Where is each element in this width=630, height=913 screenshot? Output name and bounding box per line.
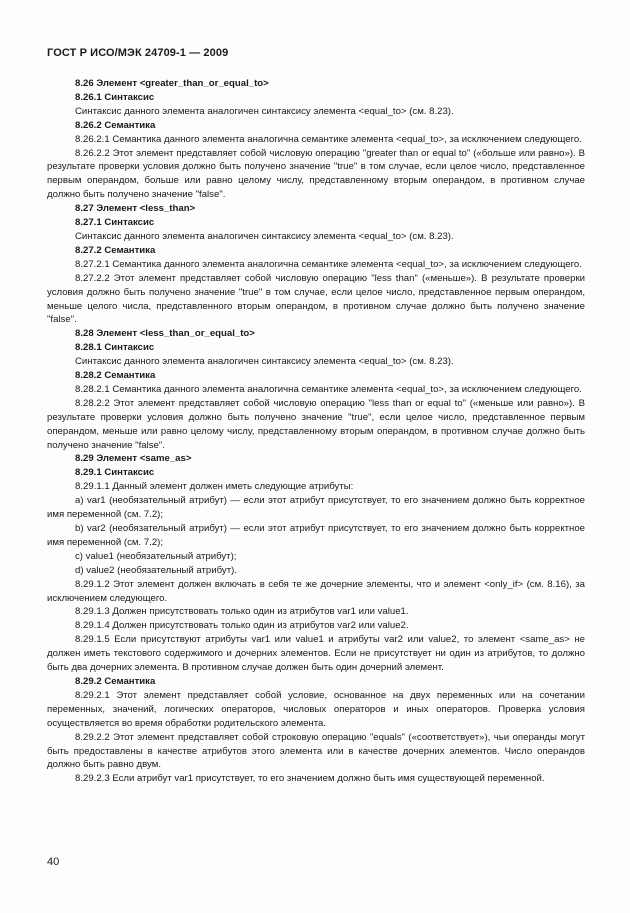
paragraph: 8.29.1.4 Должен присутствовать только один из атрибутов var2 или value2. xyxy=(75,620,409,632)
paragraph: 8.29.2.3 Если атрибут var1 присутствует, то его значением должно быть имя существующей переменной. xyxy=(75,773,545,785)
section-heading: 8.29 Элемент <same_as> xyxy=(75,453,192,465)
paragraph: 8.29.1.2 Этот элемент должен включать в себя те же дочерние элементы, что и элемент <only_if> (см. 8.16), за исключением следующего. xyxy=(47,578,585,604)
paragraph: d) value2 (необязательный атрибут). xyxy=(75,564,237,576)
paragraph: 8.29.1.5 Если присутствуют атрибуты var1 или value1 и атрибуты var2 или value2, то элемент <same_as> не должен иметь текстового содержимого и дочерних элементов. Если не присутствует ни один из атрибутов, то должно быть два дочерних элемента. В противном случае должен быть один дочерний элемент. xyxy=(47,634,585,674)
section-heading: 8.28 Элемент <less_than_or_equal_to> xyxy=(75,328,255,340)
paragraph: 8.27.2.1 Семантика данного элемента аналогична семантике элемента <equal_to>, за исключением следующего. xyxy=(75,258,582,270)
section-heading: 8.28.1 Синтаксис xyxy=(75,342,155,354)
page-number: 40 xyxy=(47,856,60,868)
section-heading: 8.27.2 Семантика xyxy=(75,244,156,256)
paragraph: Синтаксис данного элемента аналогичен синтаксису элемента <equal_to> (см. 8.23). xyxy=(75,230,454,242)
paragraph: 8.28.2.2 Этот элемент представляет собой числовую операцию "less than or equal to" («меньше или равно»). В результате проверки условия должно быть получено значение "true", если целое число, представленное первым операндом, меньше или равно целому числу, представленному вторым операндом, в противном случае должно быть получено значение "false". xyxy=(47,397,585,451)
paragraph: 8.28.2.1 Семантика данного элемента аналогична семантике элемента <equal_to>, за исключением следующего. xyxy=(75,383,582,395)
section-heading: 8.28.2 Семантика xyxy=(75,370,156,382)
paragraph: 8.26.2.2 Этот элемент представляет собой числовую операцию "greater than or equal to" («больше или равно»). В результате проверки условия должно быть получено значение "true" в том случае, если целое число, представленное первым операндом, больше или равно целому числу, представленному вторым операндом, в противном случае должно быть получено значение "false". xyxy=(47,147,585,201)
document-body xyxy=(47,77,585,786)
paragraph: b) var2 (необязательный атрибут) — если этот атрибут присутствует, то его значением должно быть корректное имя переменной (см. 7.2); xyxy=(47,523,585,548)
section-heading: 8.26.1 Синтаксис xyxy=(75,91,155,103)
paragraph: 8.29.1.1 Данный элемент должен иметь следующие атрибуты: xyxy=(75,481,354,493)
paragraph: 8.26.2.1 Семантика данного элемента аналогична семантике элемента <equal_to>, за исключением следующего. xyxy=(75,133,582,145)
paragraph: с) value1 (необязательный атрибут); xyxy=(75,550,237,562)
paragraph: Синтаксис данного элемента аналогичен синтаксису элемента <equal_to> (см. 8.23). xyxy=(75,356,454,368)
section-heading: 8.26 Элемент <greater_than_or_equal_to> xyxy=(75,78,269,89)
paragraph: 8.29.2.1 Этот элемент представляет собой условие, основанное на двух переменных или на сочетании переменных, значений, логических операторов, числовых операторов и иных операторов. Проверка условия осуществляется во время обработки родительского элемента. xyxy=(47,689,585,729)
paragraph: 8.29.2.2 Этот элемент представляет собой строковую операцию "equals" («соответствует»), чьи операнды могут быть предоставлены в качестве атрибутов этого элемента или в качестве дочерних элементов. Число операндов должно быть равно двум. xyxy=(47,731,585,771)
section-heading: 8.27 Элемент <less_than> xyxy=(75,203,196,215)
section-heading: 8.27.1 Синтаксис xyxy=(75,217,155,229)
section-heading: 8.29.2 Семантика xyxy=(75,675,156,687)
paragraph: а) var1 (необязательный атрибут) — если этот атрибут присутствует, то его значением должно быть корректное имя переменной (см. 7.2); xyxy=(47,495,585,521)
section-heading: 8.29.1 Синтаксис xyxy=(75,467,155,479)
section-heading: 8.26.2 Семантика xyxy=(75,119,156,131)
paragraph: Синтаксис данного элемента аналогичен синтаксису элемента <equal_to> (см. 8.23). xyxy=(75,105,454,117)
paragraph: 8.29.1.3 Должен присутствовать только один из атрибутов var1 или value1. xyxy=(75,606,409,618)
document-header: ГОСТ Р ИСО/МЭК 24709-1 — 2009 xyxy=(47,47,229,59)
paragraph: 8.27.2.2 Этот элемент представляет собой числовую операцию "less than" («меньше»). В результате проверки условия должно быть получено значение "true" в том случае, если целое число, представленное первым операндом, меньше целого числа, представленного вторым операндом, в противном случае должно быть получено значение "false". xyxy=(47,272,585,326)
